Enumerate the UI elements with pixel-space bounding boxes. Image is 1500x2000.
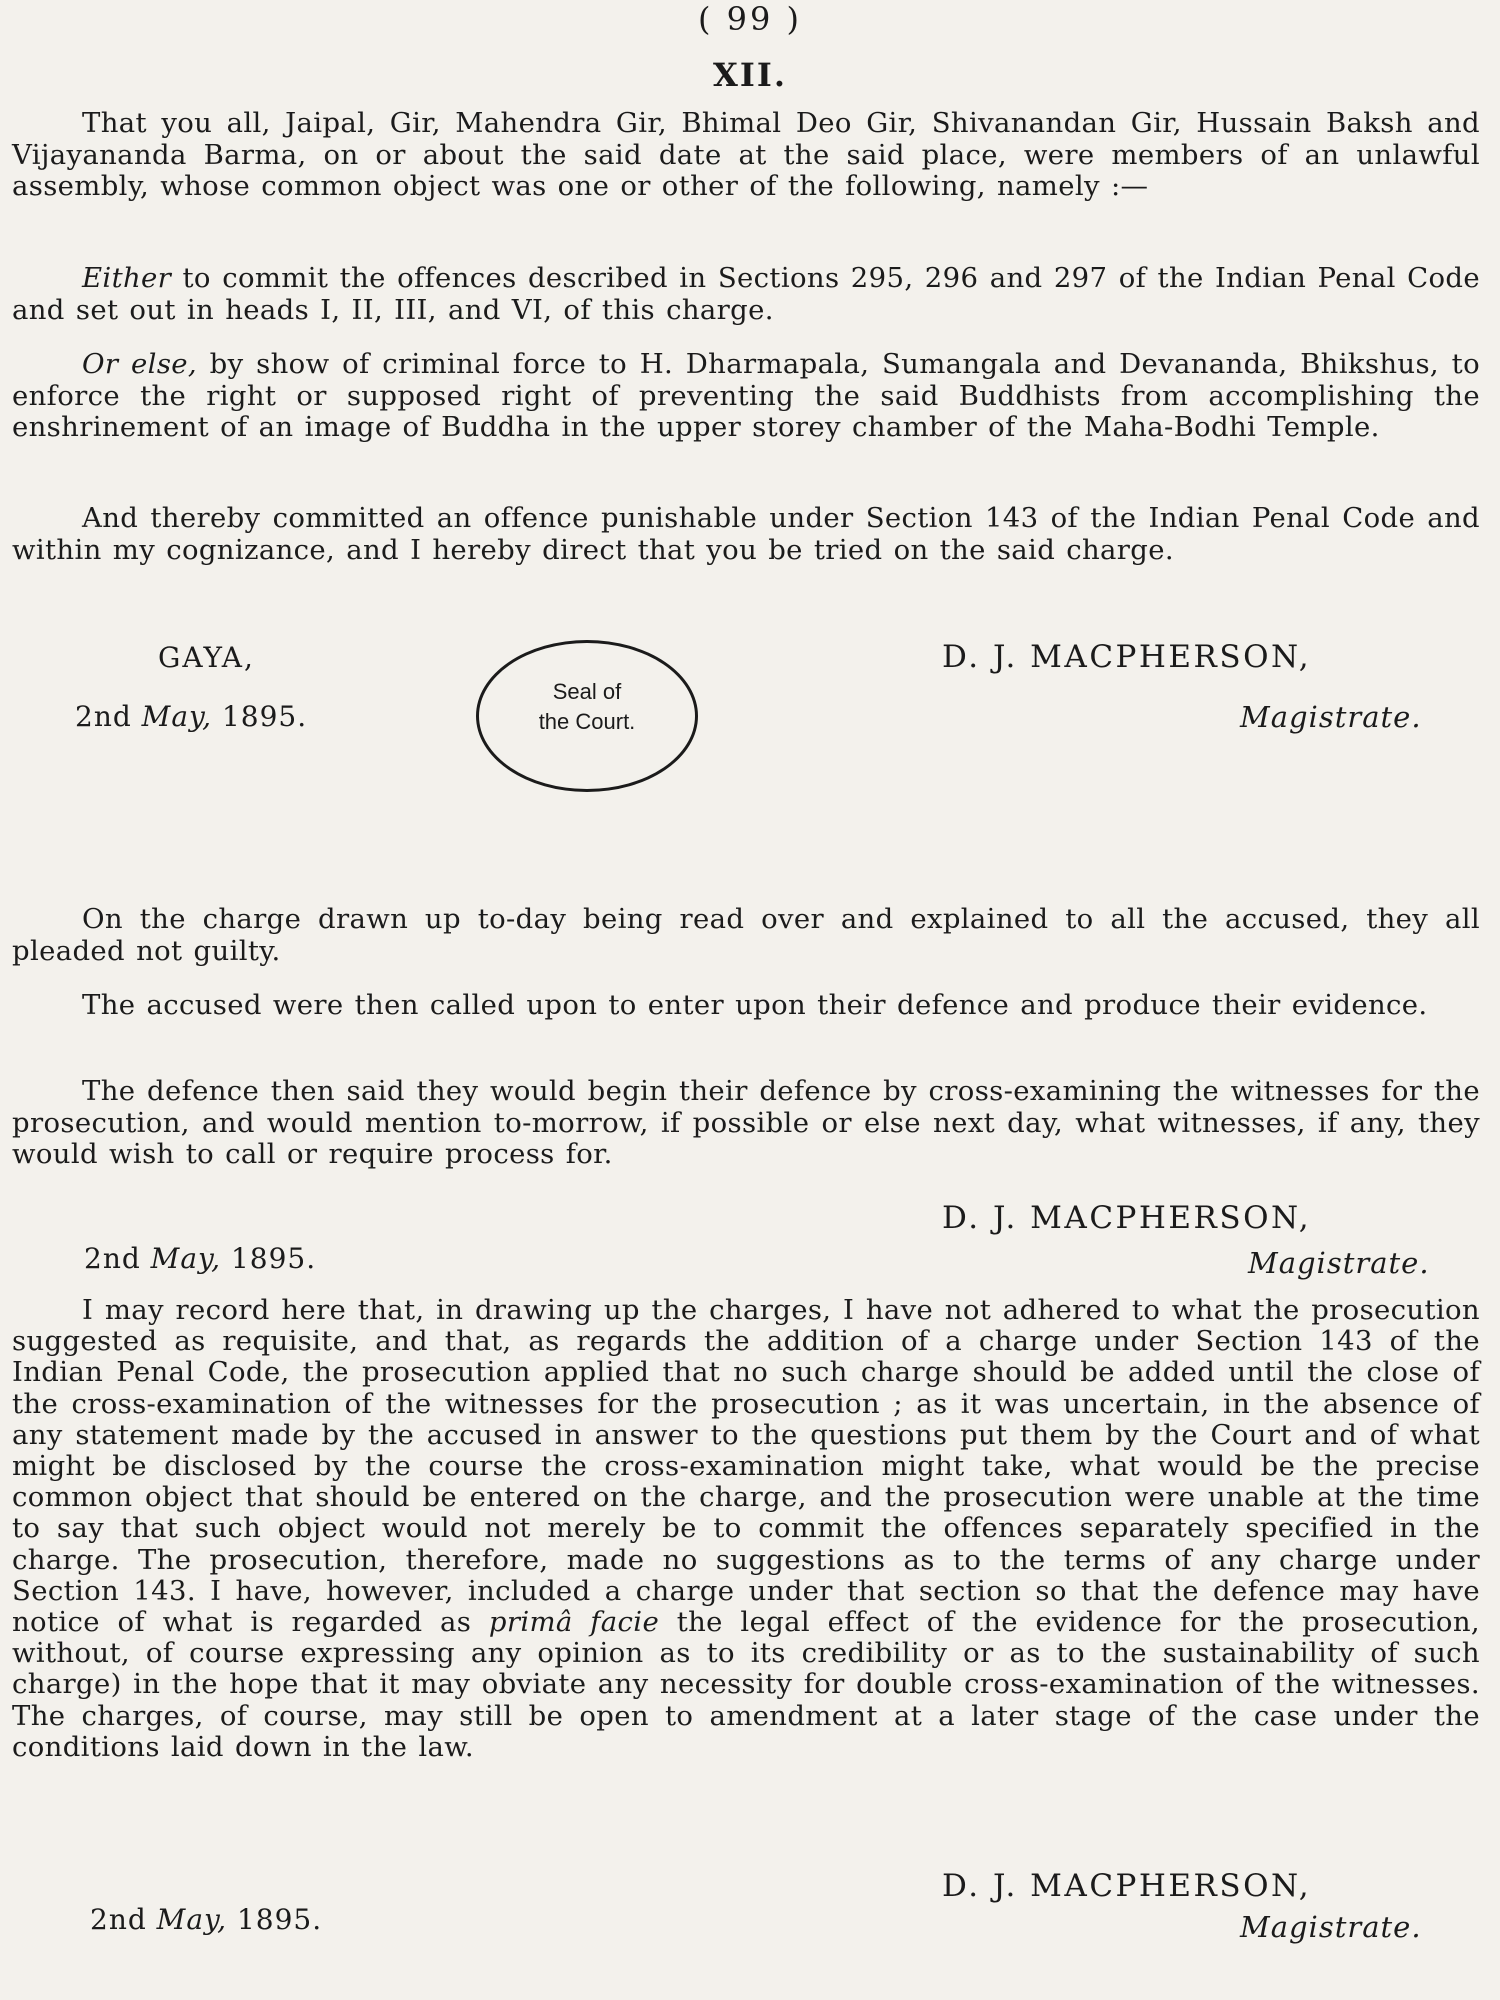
defence-reply-paragraph: The defence then said they would begin their defence by cross-examining the witnesses for the prosecution, and would mention to-morrow, if possible or else next day, what witnesses, if any, they would wish to call or require process for.	[12, 1075, 1480, 1170]
charge-conclusion-paragraph: And thereby committed an offence punishable under Section 143 of the Indian Penal Code and within my cognizance, and I hereby direct that you be tried on the said charge.	[12, 502, 1480, 566]
defence-called-paragraph: The accused were then called upon to enter upon their defence and produce their evidence.	[82, 989, 1428, 1021]
either-lead: Either	[82, 262, 172, 294]
signature-3-date: 2nd May, 1895.	[90, 1903, 323, 1936]
signature-1-title: Magistrate.	[1240, 700, 1422, 734]
section-heading: XII.	[713, 56, 787, 94]
record-paragraph: I may record here that, in drawing up the charges, I have not adhered to what the prosecution suggested as requisite, and that, as regards the addition of a charge under Section 143 of the Indian Penal Code, the prosecution applied that no such charge should be added until the close of the cross-examination of the witnesses for the prosecution ; as it was uncertain, in the absence of any statement made by the accused in answer to the questions put them by the Court and of what might be disclosed by the course the cross-examination might take, what would be the precise common object that should be entered on the charge, and the prosecution were unable at the time to say that such object would not merely be to commit the offences separately specified in the charge. The prosecution, therefore, made no suggestions as to the terms of any charge under Section 143. I have, however, included a charge under that section so that the defence may have notice of what is regarded as primâ facie the legal effect of the evidence for the prosecution, without, of course expressing any opinion as to its credibility or as to the sustainability of such charge) in the hope that it may obviate any necessity for double cross-examination of the witnesses. The charges, of course, may still be open to amendment at a later stage of the case under the conditions laid down in the law.	[12, 1294, 1480, 1763]
prima-facie-phrase: primâ facie	[488, 1606, 660, 1639]
seal-text: Seal of the Court.	[538, 679, 636, 734]
charge-intro-paragraph: That you all, Jaipal, Gir, Mahendra Gir, Bhimal Deo Gir, Shivanandan Gir, Hussain Baksh and Vijayananda Barma, on or about the said date at the said place, were members of an unlawful assembly, whose common object was one or other of the following, namely :—	[12, 107, 1480, 202]
orelse-text: by show of criminal force to H. Dharmapala, Sumangala and Devananda, Bhikshus, to enforce the right or supposed right of preventing the said Buddhists from accomplishing the enshrinement of an image of Buddha in the upper storey chamber of the Maha-Bodhi Temple.	[12, 348, 1480, 443]
signature-2-name: D. J. MACPHERSON,	[942, 1200, 1312, 1236]
orelse-lead: Or else,	[82, 348, 197, 380]
signature-3-title: Magistrate.	[1240, 1910, 1422, 1944]
charge-orelse-paragraph	[12, 349, 1480, 444]
place-name: GAYA,	[158, 641, 255, 674]
signature-1-date: 2nd May, 1895.	[75, 700, 308, 733]
signature-3-name: D. J. MACPHERSON,	[942, 1868, 1312, 1904]
charge-either-paragraph	[12, 263, 1480, 326]
signature-2-date: 2nd May, 1895.	[84, 1242, 317, 1275]
court-seal	[476, 640, 698, 792]
signature-1-name: D. J. MACPHERSON,	[942, 639, 1312, 675]
either-text: to commit the offences described in Sections 295, 296 and 297 of the Indian Penal Code and set out in heads I, II, III, and VI, of this charge.	[12, 262, 1480, 326]
signature-2-title: Magistrate.	[1248, 1246, 1430, 1280]
page-number: ( 99 )	[697, 0, 803, 38]
plea-paragraph: On the charge drawn up to-day being read over and explained to all the accused, they all pleaded not guilty.	[12, 903, 1480, 967]
